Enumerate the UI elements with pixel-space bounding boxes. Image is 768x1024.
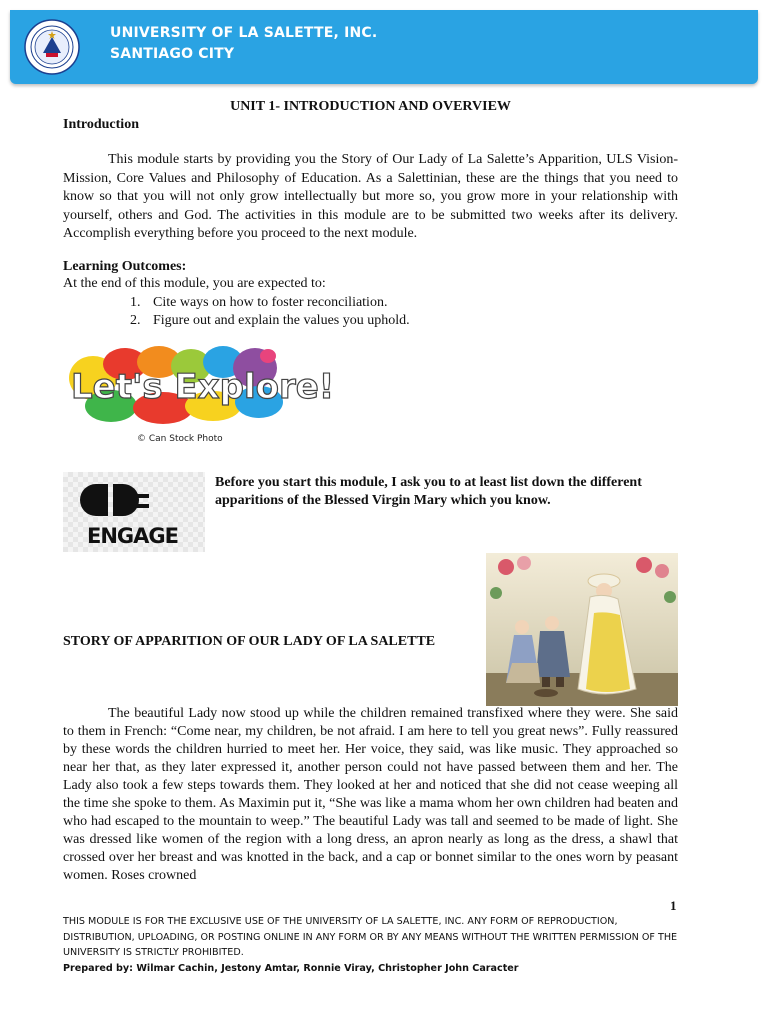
introduction-heading: Introduction [63,117,139,132]
page-number: 1 [670,898,677,913]
university-seal-icon [24,19,80,75]
story-heading: STORY OF APPARITION OF OUR LADY OF LA SALETTE [63,634,436,649]
engage-text: ENGAGE [87,524,178,548]
learning-outcomes-list [130,294,410,330]
learning-outcomes-intro: At the end of this module, you are expected to: [63,276,326,291]
footer [63,914,683,976]
introduction-paragraph: This module starts by providing you the Story of Our Lady of La Salette’s Apparition, ULS Vision-Mission, Core Values and Philosophy of Education. As a Salettinian, these are the things that you need to know so that you will not only grow intellectually but more so, you grow more in your relationship with yourself, others and God. The activities in this module are to be submitted two weeks after its delivery. Accomplish everything before you proceed to the next module. [63,152,678,241]
apparition-illustration [486,553,678,706]
university-name: UNIVERSITY OF LA SALETTE, INC. [110,25,378,41]
learning-outcomes-heading: Learning Outcomes: [63,259,187,274]
copyright-notice: THIS MODULE IS FOR THE EXCLUSIVE USE OF THE UNIVERSITY OF LA SALETTE, INC. ANY FORM OF REPRODUCTION, DISTRIBUTION, UPLOADING, OR POSTING ONLINE IN ANY FORM OR BY ANY MEANS WITHOUT THE WRITTEN PERMISSION OF THE UNIVERSITY IS STRICTLY PROHIBITED. [63,916,678,958]
story-paragraph: The beautiful Lady now stood up while the children remained transfixed where they were. She said to them in French: “Come near, my children, be not afraid. I am here to tell you great news”. Fully reassured by these words the children hurried to meet her. Her voice, they said, was like music. They approached so near her that, as they later expressed it, another person could not have passed between them and her. The Lady also took a few steps towards them. They looked at her and noticed that she did not cease weeping all the time she spoke to them. As Maximin put it, “She was like a mama whom her own children had beaten and who had escaped to the mountain to weep.” The beautiful Lady was tall and seemed to be made of light. She was dressed like women of the region with a long dress, an apron nearly as long as the dress, a shawl that crossed over her breast and was knotted in the back, and a cap or bonnet similar to the ones worn by peasant women. Roses crowned [63,706,678,883]
unit-title: UNIT 1- INTRODUCTION AND OVERVIEW [230,99,511,114]
photo-credit: © Can Stock Photo [137,434,223,444]
list-item: 1. Cite ways on how to foster reconciliation. [130,295,388,310]
plug-icon [63,472,205,552]
list-item: 2. Figure out and explain the values you uphold. [130,313,410,328]
header-banner [10,10,758,84]
prepared-by: Prepared by: Wilmar Cachin, Jestony Amtar, Ronnie Viray, Christopher John Caracter [63,962,519,974]
university-city: SANTIAGO CITY [110,46,235,62]
lets-explore-text: Let's Explore! [71,367,335,407]
engage-prompt: Before you start this module, I ask you to at least list down the different apparitions of the Blessed Virgin Mary which you know. [215,475,642,508]
engage-logo [63,472,205,552]
